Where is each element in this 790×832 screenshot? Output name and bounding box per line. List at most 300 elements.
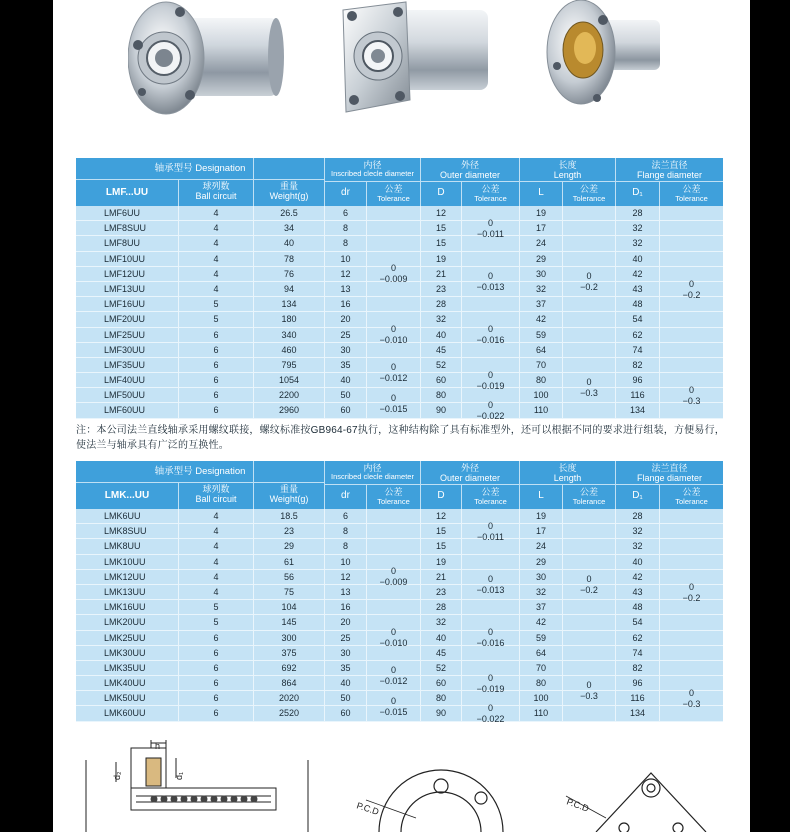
cell-length: 30	[535, 268, 546, 279]
cell-length: 100	[533, 693, 549, 704]
tolerance-upper: 0	[390, 665, 396, 676]
cell-outer: 40	[435, 329, 446, 340]
cell-balls: 4	[213, 586, 219, 597]
header-balls-en: Ball circuit	[195, 494, 237, 504]
round-flange-view	[366, 770, 503, 832]
tolerance-dr-group	[367, 566, 420, 588]
cell-model: LMK8UU	[104, 541, 141, 552]
header-flange	[616, 463, 723, 483]
header-balls-en: Ball circuit	[195, 191, 237, 201]
cell-outer: 90	[435, 708, 446, 719]
header-outer-en: Outer diameter	[439, 170, 501, 180]
cell-balls: 5	[213, 602, 219, 613]
header-flange-cn: 法兰直径	[651, 160, 688, 170]
tolerance-d-group	[462, 271, 519, 293]
cell-balls: 6	[213, 344, 219, 355]
header-balls	[179, 484, 253, 504]
tolerance-lower: −0.011	[476, 531, 505, 542]
cell-length: 42	[535, 617, 546, 628]
header-D-symbol: D	[437, 490, 445, 501]
tolerance-cn: 公差	[481, 184, 500, 194]
cell-model: LMK60UU	[104, 708, 146, 719]
cell-flange: 43	[632, 586, 643, 597]
header-inscribed	[325, 463, 420, 481]
tolerance-en: Tolerance	[675, 497, 708, 506]
technical-drawing	[76, 738, 726, 832]
cell-model: LMF8SUU	[104, 223, 147, 234]
cell-dr: 16	[340, 299, 351, 310]
tolerance-lower: −0.011	[476, 228, 505, 239]
tolerance-upper: 0	[390, 695, 396, 706]
cell-weight: 2520	[278, 708, 300, 719]
cell-weight: 56	[283, 571, 294, 582]
tolerance-d-group	[462, 218, 519, 240]
tolerance-upper: 0	[390, 362, 396, 373]
tolerance-upper: 0	[390, 627, 396, 638]
header-L-symbol: L	[538, 187, 544, 198]
cell-balls: 6	[213, 647, 219, 658]
tolerance-upper: 0	[487, 400, 493, 411]
cell-outer: 60	[435, 678, 446, 689]
header-inscribed-en: Inscribed clecle diameter	[331, 472, 414, 481]
cell-weight: 375	[281, 647, 297, 658]
cell-flange: 43	[632, 283, 643, 294]
tolerance-dr-group	[367, 393, 420, 415]
cell-length: 19	[535, 208, 546, 218]
tolerance-upper: 0	[487, 627, 493, 638]
cell-outer: 45	[435, 647, 446, 658]
cell-balls: 6	[213, 693, 219, 704]
header-balls	[179, 181, 253, 201]
tolerance-lower: −0.022	[476, 714, 505, 725]
cell-outer: 32	[435, 314, 446, 325]
tolerance-lower: −0.022	[476, 411, 505, 422]
cell-dr: 8	[342, 238, 348, 249]
catalog-sheet	[53, 0, 750, 832]
tolerance-upper: 0	[586, 271, 592, 281]
tolerance-d1-group	[660, 688, 723, 710]
cell-weight: 692	[281, 662, 297, 673]
cell-length: 32	[535, 586, 546, 597]
cell-length: 70	[535, 662, 546, 673]
table-row	[76, 600, 723, 615]
header-inscribed-cn: 内径	[363, 463, 382, 473]
tolerance-cn: 公差	[384, 184, 403, 194]
cell-length: 80	[535, 375, 546, 386]
cell-length: 37	[535, 602, 546, 613]
header-length-cn: 长度	[558, 463, 577, 473]
cell-outer: 19	[435, 253, 446, 264]
cell-dr: 25	[340, 632, 351, 643]
header-flange-en: Flange diameter	[636, 170, 703, 180]
table-body	[76, 206, 723, 422]
cell-weight: 76	[283, 268, 294, 279]
cell-flange: 74	[632, 344, 643, 355]
header-balls-cn: 球列数	[202, 181, 230, 191]
tolerance-dr-group	[367, 627, 420, 649]
cell-balls: 4	[213, 208, 219, 218]
cell-length: 100	[533, 390, 549, 401]
cell-length: 110	[533, 405, 549, 416]
tolerance-lower: −0.015	[379, 403, 408, 414]
cell-outer: 80	[435, 693, 446, 704]
tolerance-d-group	[462, 703, 519, 725]
header-series: LMK...UU	[104, 490, 150, 501]
cell-weight: 94	[283, 283, 294, 294]
cell-model: LMF6UU	[104, 208, 141, 218]
cell-model: LMK50UU	[104, 693, 146, 704]
header-D-tolerance	[462, 487, 519, 506]
cell-balls: 4	[213, 526, 219, 537]
tolerance-en: Tolerance	[377, 194, 410, 203]
tolerance-upper: 0	[487, 703, 493, 714]
cell-outer: 12	[435, 208, 446, 218]
header-balls-cn: 球列数	[202, 484, 230, 494]
cell-balls: 6	[213, 662, 219, 673]
tolerance-dr-group	[367, 324, 420, 346]
header-flange	[616, 160, 723, 180]
cell-dr: 50	[340, 693, 351, 704]
tolerance-d-group	[462, 574, 519, 596]
cell-weight: 26.5	[280, 208, 298, 218]
tolerance-upper: 0	[487, 217, 493, 228]
cell-length: 19	[535, 511, 546, 521]
cell-balls: 6	[213, 405, 219, 416]
tolerance-d-group	[462, 521, 519, 543]
cell-model: LMK10UU	[104, 556, 146, 567]
tolerance-upper: 0	[487, 672, 493, 683]
cell-dr: 40	[340, 375, 351, 386]
tolerance-lower: −0.013	[476, 585, 505, 595]
header-outer-cn: 外径	[460, 160, 479, 170]
cell-flange: 32	[632, 223, 643, 234]
cell-weight: 134	[281, 299, 297, 310]
cell-balls: 6	[213, 678, 219, 689]
tolerance-d1-group	[660, 582, 723, 604]
tolerance-cn: 公差	[682, 487, 701, 497]
tolerance-upper: 0	[390, 392, 396, 403]
cell-model: LMF35UU	[104, 359, 146, 370]
cell-model: LMF12UU	[104, 268, 146, 279]
tolerance-lower: −0.012	[379, 373, 408, 384]
cell-model: LMF13UU	[104, 283, 146, 294]
header-outer-en: Outer diameter	[439, 473, 501, 483]
dim-h-label: h	[155, 741, 161, 751]
tolerance-en: Tolerance	[474, 194, 507, 203]
tolerance-dr-group	[367, 263, 420, 285]
tolerance-upper: 0	[688, 581, 694, 592]
tolerance-lower: −0.016	[476, 638, 505, 649]
cell-balls: 4	[213, 283, 219, 294]
cell-dr: 13	[340, 283, 351, 294]
cell-flange: 54	[632, 314, 643, 325]
cell-model: LMF50UU	[104, 390, 146, 401]
cell-length: 32	[535, 283, 546, 294]
header-length-cn: 长度	[558, 160, 577, 170]
cell-dr: 30	[340, 647, 351, 658]
header-weight-cn: 重量	[279, 484, 298, 494]
cell-dr: 13	[340, 586, 351, 597]
tolerance-lower: −0.009	[379, 577, 408, 588]
cell-model: LMF16UU	[104, 299, 146, 310]
cell-outer: 52	[435, 359, 446, 370]
cell-outer: 15	[435, 238, 446, 249]
tolerance-lower: −0.3	[682, 699, 701, 709]
cell-weight: 2960	[278, 405, 300, 416]
cell-weight: 460	[281, 344, 297, 355]
cell-weight: 40	[283, 238, 294, 249]
tolerance-lower: −0.2	[580, 585, 598, 595]
tolerance-upper: 0	[487, 324, 493, 335]
cell-length: 64	[535, 344, 546, 355]
header-length	[520, 463, 615, 483]
tolerance-en: Tolerance	[474, 497, 507, 506]
cell-model: LMK6UU	[104, 511, 141, 521]
cell-length: 64	[535, 647, 546, 658]
cell-outer: 32	[435, 617, 446, 628]
cell-flange: 40	[632, 253, 643, 264]
cell-weight: 145	[281, 617, 297, 628]
tolerance-lower: −0.013	[476, 282, 505, 292]
cell-dr: 6	[342, 208, 348, 218]
cell-model: LMK8SUU	[104, 526, 147, 537]
cell-weight: 2020	[278, 693, 300, 704]
dim-d2-label: d₂	[112, 771, 122, 780]
cell-weight: 340	[281, 329, 297, 340]
cell-weight: 1054	[278, 375, 300, 386]
cell-outer: 12	[435, 511, 446, 521]
tolerance-lower: −0.3	[580, 691, 598, 702]
cell-balls: 5	[213, 617, 219, 628]
header-series: LMF...UU	[105, 187, 149, 198]
dim-d1-label: d₁	[174, 771, 184, 780]
cell-length: 59	[535, 329, 546, 340]
cell-outer: 45	[435, 344, 446, 355]
header-length	[520, 160, 615, 180]
tolerance-l-group	[563, 574, 615, 596]
cell-length: 80	[535, 678, 546, 689]
cell-weight: 795	[281, 359, 297, 370]
cell-flange: 62	[632, 632, 643, 643]
tolerance-lower: −0.010	[379, 638, 408, 649]
cell-dr: 30	[340, 344, 351, 355]
cell-balls: 4	[213, 223, 219, 234]
cell-length: 59	[535, 632, 546, 643]
tolerance-upper: 0	[487, 520, 493, 531]
cell-model: LMF30UU	[104, 344, 146, 355]
cell-dr: 20	[340, 617, 351, 628]
cell-flange: 42	[632, 571, 643, 582]
tolerance-l-group	[563, 377, 615, 399]
cell-model: LMK13UU	[104, 586, 146, 597]
table-body	[76, 509, 723, 725]
cell-balls: 6	[213, 390, 219, 401]
tolerance-d1-group	[660, 385, 723, 407]
header-dr-symbol: dr	[341, 490, 350, 501]
header-weight-en: Weight(g)	[269, 494, 309, 504]
cell-length: 17	[535, 223, 546, 234]
cell-flange: 96	[632, 678, 643, 689]
cell-length: 17	[535, 526, 546, 537]
cell-length: 29	[535, 556, 546, 567]
tolerance-cn: 公差	[579, 184, 598, 194]
cell-outer: 23	[435, 283, 446, 294]
tolerance-l-group	[563, 271, 615, 293]
header-designation: 轴承型号 Designation	[154, 466, 246, 477]
cell-dr: 8	[342, 223, 348, 234]
header-weight	[254, 181, 324, 201]
table-row	[76, 539, 723, 554]
table-row	[76, 509, 723, 524]
cell-dr: 8	[342, 541, 348, 552]
tolerance-lower: −0.2	[682, 289, 701, 300]
cell-dr: 35	[340, 662, 351, 673]
tolerance-upper: 0	[586, 680, 592, 691]
cell-flange: 82	[632, 662, 643, 673]
cell-flange: 62	[632, 329, 643, 340]
tolerance-upper: 0	[390, 263, 396, 274]
header-L-symbol: L	[538, 490, 544, 501]
cell-balls: 6	[213, 632, 219, 643]
cell-weight: 104	[281, 602, 297, 613]
cell-balls: 4	[213, 541, 219, 552]
tolerance-upper: 0	[688, 688, 694, 698]
header-length-en: Length	[553, 170, 582, 180]
pilot-flange-bearing-photo	[543, 0, 663, 112]
tolerance-d1-group	[660, 279, 723, 301]
cell-weight: 78	[283, 253, 294, 264]
header-D-tolerance	[462, 184, 519, 203]
cell-weight: 2200	[278, 390, 300, 401]
tolerance-l-group	[563, 680, 615, 702]
cell-dr: 40	[340, 678, 351, 689]
cell-weight: 180	[281, 314, 297, 325]
cell-model: LMF10UU	[104, 253, 146, 264]
tolerance-dr-group	[367, 665, 420, 687]
cell-dr: 6	[342, 511, 348, 521]
lmf-spec-table	[76, 158, 723, 422]
cell-balls: 4	[213, 238, 219, 249]
cell-dr: 12	[340, 268, 351, 279]
tolerance-cn: 公差	[481, 487, 500, 497]
cell-flange: 74	[632, 647, 643, 658]
header-D1-tolerance	[660, 487, 723, 506]
cell-flange: 54	[632, 617, 643, 628]
table-row	[76, 524, 723, 539]
header-dr-symbol: dr	[341, 187, 350, 198]
tolerance-en: Tolerance	[377, 497, 410, 506]
tolerance-upper: 0	[586, 377, 592, 388]
cell-dr: 10	[340, 556, 351, 567]
header-outer-cn: 外径	[460, 463, 479, 473]
tolerance-lower: −0.009	[379, 274, 408, 285]
cell-dr: 20	[340, 314, 351, 325]
tolerance-cn: 公差	[682, 184, 701, 194]
cell-flange: 32	[632, 541, 643, 552]
cell-weight: 18.5	[280, 511, 298, 521]
tolerance-d-group	[462, 400, 519, 422]
cell-outer: 23	[435, 586, 446, 597]
cell-model: LMK25UU	[104, 632, 146, 643]
header-weight-en: Weight(g)	[269, 191, 309, 201]
cell-dr: 60	[340, 708, 351, 719]
cell-flange: 96	[632, 375, 643, 386]
header-outer	[421, 463, 519, 483]
cell-balls: 5	[213, 299, 219, 310]
header-dr-tolerance	[367, 487, 420, 506]
cell-weight: 75	[283, 586, 294, 597]
tolerance-upper: 0	[586, 574, 592, 584]
cell-length: 70	[535, 359, 546, 370]
round-flange-bearing-photo	[128, 0, 288, 118]
cell-dr: 16	[340, 602, 351, 613]
tolerance-en: Tolerance	[572, 194, 606, 203]
header-L-tolerance	[563, 184, 615, 203]
cell-outer: 52	[435, 662, 446, 673]
tolerance-d-group	[462, 370, 519, 392]
table-row	[76, 236, 723, 251]
tolerance-upper: 0	[487, 271, 493, 281]
ball-row	[151, 796, 258, 803]
tolerance-upper: 0	[487, 574, 493, 584]
header-dr-tolerance	[367, 184, 420, 203]
header-D1-tolerance	[660, 184, 723, 203]
cell-weight: 300	[281, 632, 297, 643]
cell-balls: 5	[213, 314, 219, 325]
tolerance-cn: 公差	[579, 487, 598, 497]
cell-flange: 134	[629, 708, 646, 719]
table-row	[76, 221, 723, 236]
square-flange-bearing-photo	[338, 0, 493, 118]
table-header	[76, 461, 723, 509]
cell-outer: 60	[435, 375, 446, 386]
cell-model: LMF8UU	[104, 238, 141, 249]
cell-model: LMF40UU	[104, 375, 146, 386]
header-D-symbol: D	[437, 187, 445, 198]
cell-length: 24	[535, 238, 546, 249]
tolerance-d-group	[462, 324, 519, 346]
cell-dr: 25	[340, 329, 351, 340]
cell-flange: 48	[632, 299, 643, 310]
header-inscribed	[325, 160, 420, 178]
tolerance-upper: 0	[390, 566, 396, 577]
cell-outer: 15	[435, 541, 446, 552]
cell-dr: 8	[342, 526, 348, 537]
tolerance-cn: 公差	[384, 487, 403, 497]
cell-model: LMK20UU	[104, 617, 146, 628]
tolerance-lower: −0.3	[682, 396, 701, 406]
tolerance-lower: −0.016	[476, 335, 505, 346]
cell-weight: 29	[283, 541, 294, 552]
tolerance-d-group	[462, 627, 519, 649]
cell-length: 30	[535, 571, 546, 582]
tolerance-dr-group	[367, 696, 420, 718]
cell-length: 110	[533, 708, 549, 719]
cell-length: 24	[535, 541, 546, 552]
cell-flange: 28	[632, 208, 643, 218]
cell-balls: 4	[213, 253, 219, 264]
table-row	[76, 297, 723, 312]
assembly-note: 注：本公司法兰直线轴承采用螺纹联接，螺纹标准按GB964-67执行，这种结构除了具有标准型外，还可以根据不同的要求进行组装，方便易行，使法兰与轴承具有广泛的互换性。	[76, 425, 725, 451]
header-length-en: Length	[553, 473, 582, 483]
cell-flange: 28	[632, 511, 643, 521]
cell-model: LMF60UU	[104, 405, 146, 416]
cell-balls: 4	[213, 268, 219, 279]
cell-outer: 19	[435, 556, 446, 567]
cell-flange: 42	[632, 268, 643, 279]
pcd-label-round: P.C.D	[355, 800, 381, 817]
cell-outer: 15	[435, 223, 446, 234]
